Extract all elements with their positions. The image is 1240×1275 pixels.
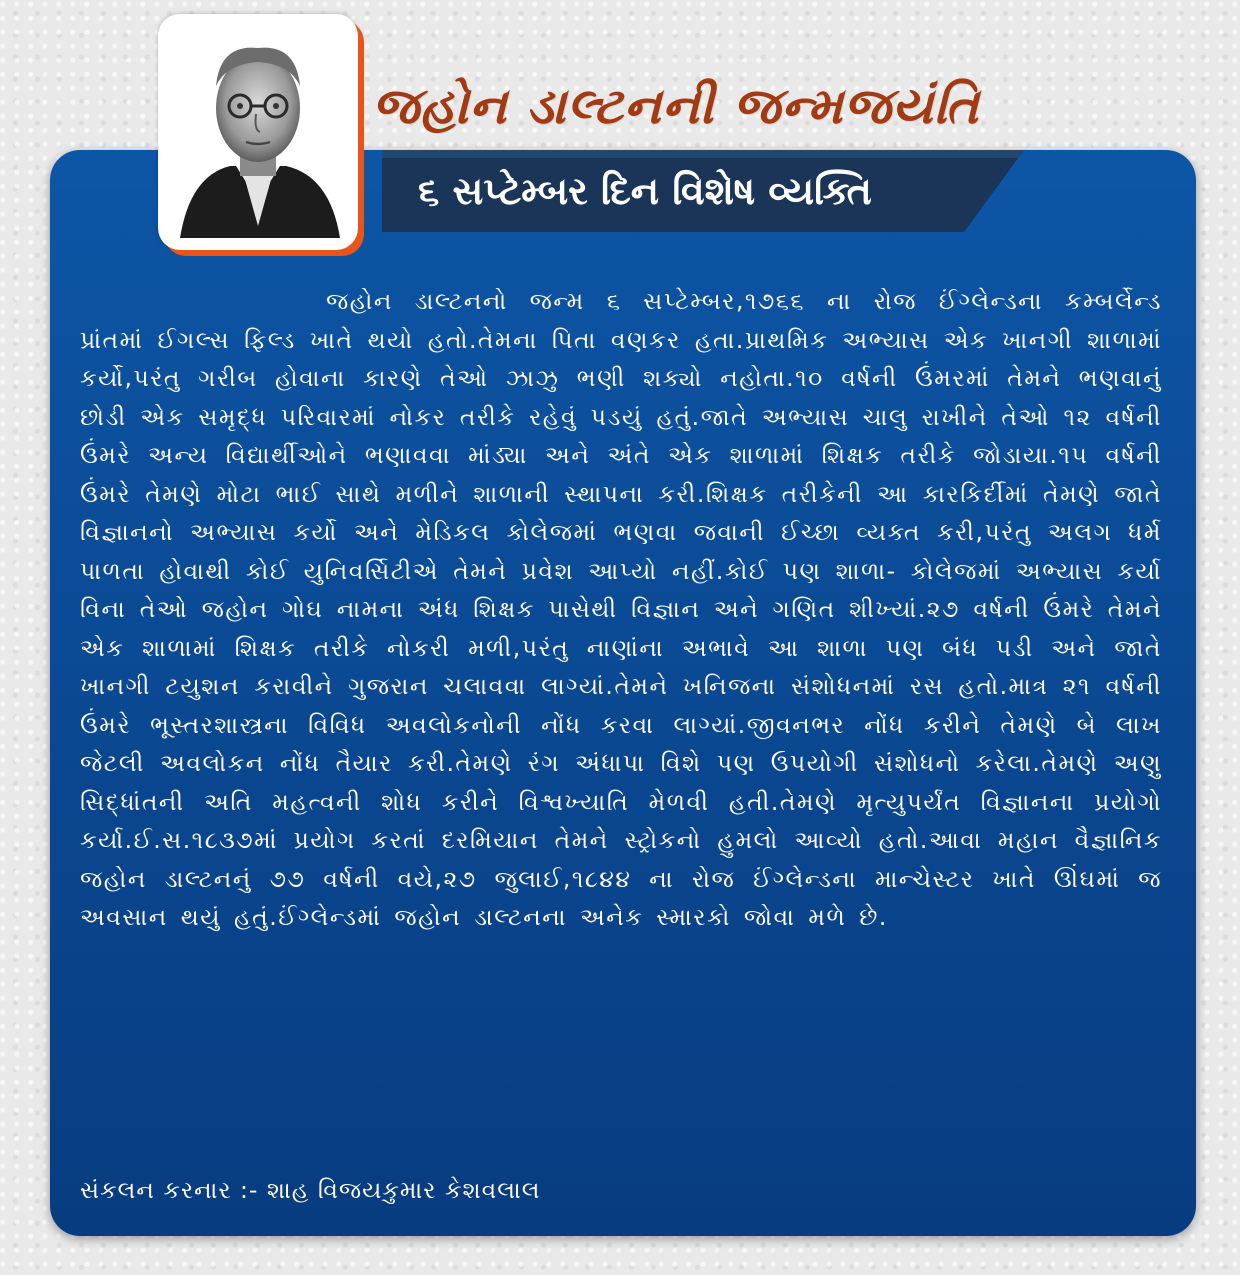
ribbon-title: ૬ સપ્ટેમ્બર દિન વિશેષ વ્યક્તિ [418,169,872,213]
date-ribbon [382,150,1024,232]
page-title: જહોન ડાલ્ટનની જન્મજયંતિ [372,76,980,135]
article-body [80,282,1162,937]
portrait-frame [158,14,358,250]
compiler-credit: સંકલન કરનાર :- શાહ વિજયકુમાર કેશવલાલ [80,1176,541,1204]
article-body-text: જહોન ડાલ્ટનનો જન્મ ૬ સપ્ટેમ્બર,૧૭૬૬ ના રોજ ઈંગ્લેન્ડના કમ્બર્લેન્ડ પ્રાંતમાં ઈગલ્સ ફિલ્ડ ખાતે થયો હતો.તેમના પિતા વણકર હતા.પ્રાથમિક અભ્યાસ એક ખાનગી શાળામાં કર્યો,પરંતુ ગરીબ હોવાના કારણે તેઓ ઝાઝુ ભણી શક્યો નહોતા.૧૦ વર્ષની ઉંમરમાં તેમને ભણવાનું છોડી એક સમૃદ્ધ પરિવારમાં નોકર તરીકે રહેવું પડયું હતું.જાતે અભ્યાસ ચાલુ રાખીને તેઓ ૧૨ વર્ષની ઉંમરે અન્ય વિદ્યાર્થીઓને ભણાવવા માંડ્યા અને અંતે એક શાળામાં શિક્ષક તરીકે જોડાયા.૧૫ વર્ષની ઉંમરે તેમણે મોટા ભાઈ સાથે મળીને શાળાની સ્થાપના કરી.શિક્ષક તરીકેની આ કારકિર્દીમાં તેમણે જાતે વિજ્ઞાનનો અભ્યાસ કર્યો અને મેડિકલ કોલેજમાં ભણવા જવાની ઈચ્છા વ્યક્ત કરી,પરંતુ અલગ ધર્મ પાળતા હોવાથી કોઈ યુનિવર્સિટીએ તેમને પ્રવેશ આપ્યો નહીં.કોઈ પણ શાળા- કોલેજમાં અભ્યાસ કર્યા વિના તેઓ જહોન ગોઘ નામના અંધ શિક્ષક પાસેથી વિજ્ઞાન અને ગણિત શીખ્યાં.૨૭ વર્ષની ઉંમરે તેમને એક શાળામાં શિક્ષક તરીકે નોકરી મળી,પરંતુ નાણાંના અભાવે આ શાળા પણ બંધ પડી અને જાતે ખાનગી ટયુશન કરાવીને ગુજરાન ચલાવવા લાગ્યાં.તેમને ખનિજના સંશોધનમાં રસ હતો.માત્ર ૨૧ વર્ષની ઉંમરે ભૂસ્તરશાસ્ત્રના વિવિધ અવલોકનોની નોંધ કરવા લાગ્યાં.જીવનભર નોંધ કરીને તેમણે બે લાખ જેટલી અવલોકન નોંધ તૈયાર કરી.તેમણે રંગ અંધાપા વિશે પણ ઉપયોગી સંશોધનો કરેલા.તેમણે અણુ સિદ્ધાંતની અતિ મહત્વની શોધ કરીને વિશ્વખ્યાતિ મેળવી હતી.તેમણે મૃત્યુપર્યંત વિજ્ઞાનના પ્રયોગો કર્યા.ઈ.સ.૧૮૩૭માં પ્રયોગ કરતાં દરમિયાન તેમને સ્ટ્રોકનો હુમલો આવ્યો હતો.આવા મહાન વૈજ્ઞાનિક જહોન ડાલ્ટનનું ૭૭ વર્ષની વયે,૨૭ જુલાઈ,૧૮૪૪ ના રોજ ઈંગ્લેન્ડના માન્ચેસ્ટર ખાતે ઊંઘમાં જ અવસાન થયું હતું.ઈંગ્લેન્ડમાં જહોન ડાલ્ટનના અનેક સ્મારકો જોવા મળે છે. [80,287,1162,931]
portrait-image [170,26,346,238]
